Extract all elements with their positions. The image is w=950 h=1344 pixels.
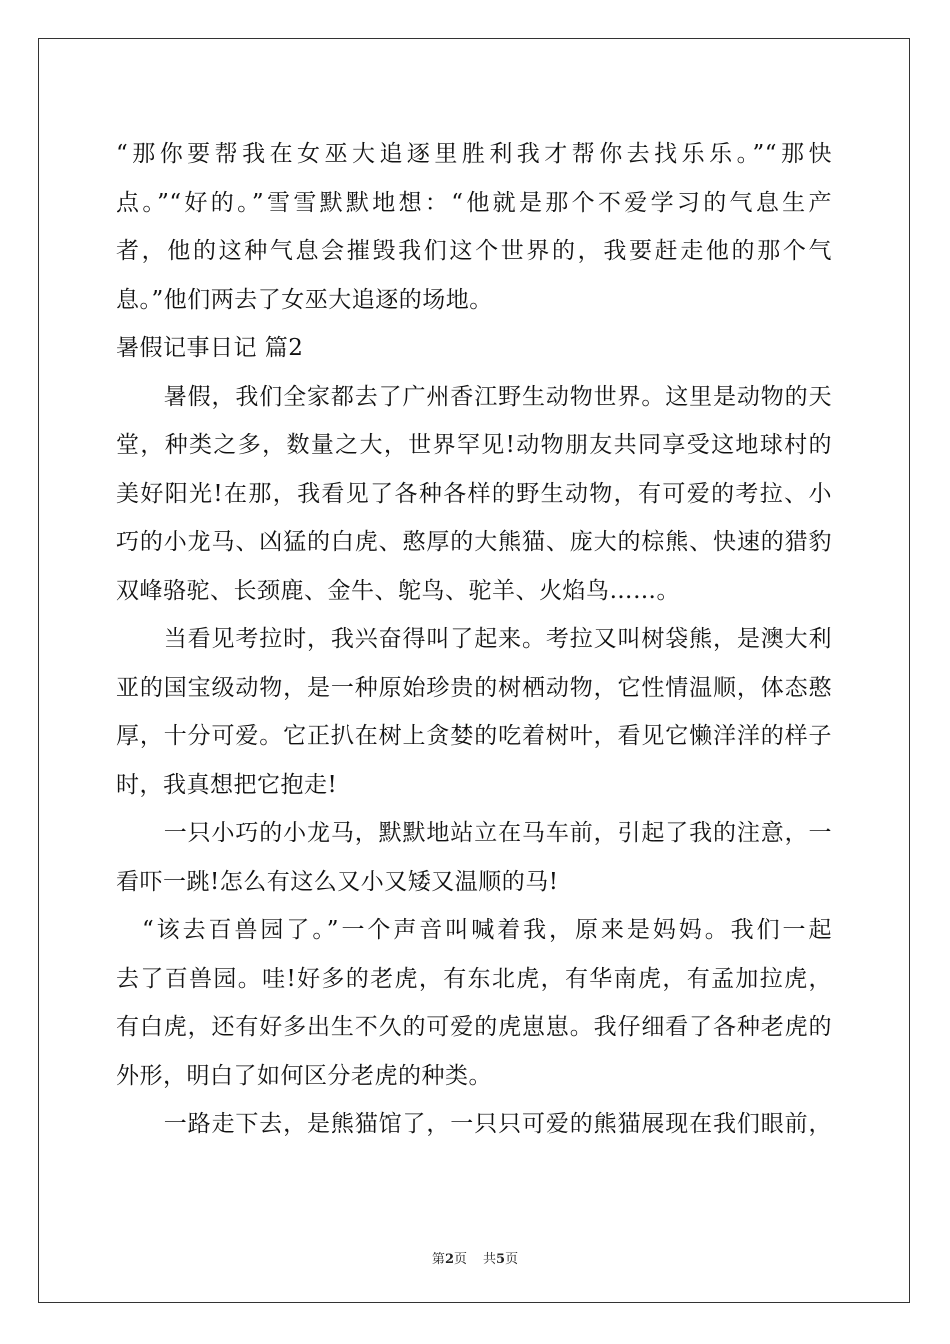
text-line: 者，他的这种气息会摧毁我们这个世界的，我要赶走他的那个气: [116, 238, 832, 264]
page-suffix: 页: [453, 1252, 467, 1267]
text-line: 亚的国宝级动物，是一种原始珍贵的树栖动物，它性情温顺，体态憨: [116, 674, 832, 701]
text-line: 一只小巧的小龙马，默默地站立在马车前，引起了我的注意，一: [116, 820, 832, 846]
total-suffix: 页: [505, 1252, 519, 1267]
text-line: 双峰骆驼、长颈鹿、金牛、鸵鸟、驼羊、火焰鸟……。: [116, 577, 680, 604]
total-prefix: 共: [483, 1252, 497, 1267]
text-line: 去了百兽园。哇!好多的老虎，有东北虎，有华南虎，有孟加拉虎，: [116, 965, 832, 992]
page-prefix: 第: [431, 1252, 445, 1267]
text-line: 巧的小龙马、凶猛的白虎、憨厚的大熊猫、庞大的棕熊、快速的猎豹: [116, 529, 832, 555]
text-line: 外形，明白了如何区分老虎的种类。: [116, 1062, 492, 1089]
text-line: 息。”他们两去了女巫大追逐的场地。: [116, 286, 493, 313]
text-line: 时，我真想把它抱走!: [116, 771, 338, 798]
text-line: 厚，十分可爱。它正扒在树上贪婪的吃着树叶，看见它懒洋洋的样子: [116, 723, 832, 749]
page-current: 2: [444, 1252, 454, 1267]
section-heading: 暑假记事日记 篇2: [116, 335, 304, 361]
text-line: 看吓一跳!怎么有这么又小又矮又温顺的马!: [116, 868, 559, 895]
total-pages: 5: [496, 1252, 506, 1267]
text-line: 有白虎，还有好多出生不久的可爱的虎崽崽。我仔细看了各种老虎的: [116, 1014, 832, 1040]
text-line: 美好阳光!在那，我看见了各种各样的野生动物，有可爱的考拉、小: [116, 480, 832, 507]
text-line: 堂，种类之多，数量之大，世界罕见!动物朋友共同享受这地球村的: [116, 432, 832, 458]
text-line: “该去百兽园了。”一个声音叫喊着我，原来是妈妈。我们一起: [116, 917, 832, 943]
text-line: 点。”“好的。”雪雪默默地想：“他就是那个不爱学习的气息生产: [116, 189, 832, 216]
text-line: 当看见考拉时，我兴奋得叫了起来。考拉又叫树袋熊，是澳大利: [116, 626, 832, 652]
text-line: 一路走下去，是熊猫馆了，一只只可爱的熊猫展现在我们眼前，: [116, 1111, 832, 1137]
text-line: 暑假，我们全家都去了广州香江野生动物世界。这里是动物的天: [116, 383, 832, 410]
page-footer: [0, 1248, 950, 1267]
document-body: [116, 130, 832, 1149]
text-line: “那你要帮我在女巫大追逐里胜利我才帮你去找乐乐。”“那快: [116, 141, 832, 167]
